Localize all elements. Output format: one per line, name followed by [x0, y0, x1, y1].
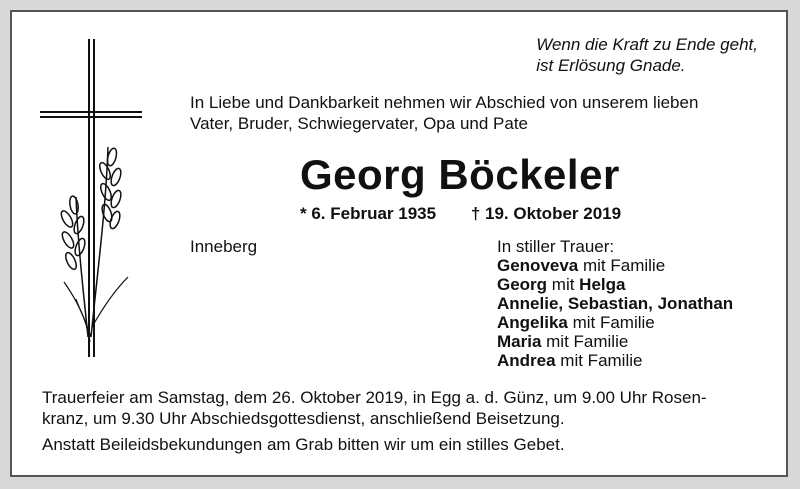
intro-line-1: In Liebe und Dankbarkeit nehmen wir Abschied von unserem lieben — [190, 93, 699, 112]
cross-with-wheat-icon — [36, 37, 146, 362]
motto-line-1: Wenn die Kraft zu Ende geht, — [536, 35, 758, 54]
mourner-row: Andrea mit Familie — [497, 351, 643, 370]
intro-text — [190, 92, 698, 134]
obituary-card — [10, 10, 788, 477]
birth-date: * 6. Februar 1935 — [300, 204, 437, 223]
service-line-2: kranz, um 9.30 Uhr Abschiedsgottesdienst, anschließend Beisetzung. — [42, 409, 565, 428]
mourner-row: Maria mit Familie — [497, 332, 629, 351]
intro-line-2: Vater, Bruder, Schwiegervater, Opa und Pate — [190, 114, 528, 133]
mourner-row: Georg mit Helga — [497, 275, 626, 294]
motto — [536, 34, 758, 76]
mourners-list — [497, 237, 733, 370]
death-date: † 19. Oktober 2019 — [470, 204, 622, 223]
mourner-row: Annelie, Sebastian, Jonathan — [497, 294, 734, 313]
mourners-heading: In stiller Trauer: — [497, 237, 615, 256]
service-details — [42, 387, 707, 455]
deceased-name: Georg Böckeler — [300, 151, 620, 198]
motto-line-2: ist Erlösung Gnade. — [536, 56, 686, 75]
place-of-residence: Inneberg — [190, 237, 258, 256]
mourner-row: Genoveva mit Familie — [497, 256, 666, 275]
mourner-row: Angelika mit Familie — [497, 313, 655, 332]
service-line-1: Trauerfeier am Samstag, dem 26. Oktober 2019, in Egg a. d. Günz, um 9.00 Uhr Rosen- — [42, 388, 707, 407]
life-dates — [300, 204, 621, 224]
condolence-note: Anstatt Beileidsbekundungen am Grab bitten wir um ein stilles Gebet. — [42, 435, 565, 454]
